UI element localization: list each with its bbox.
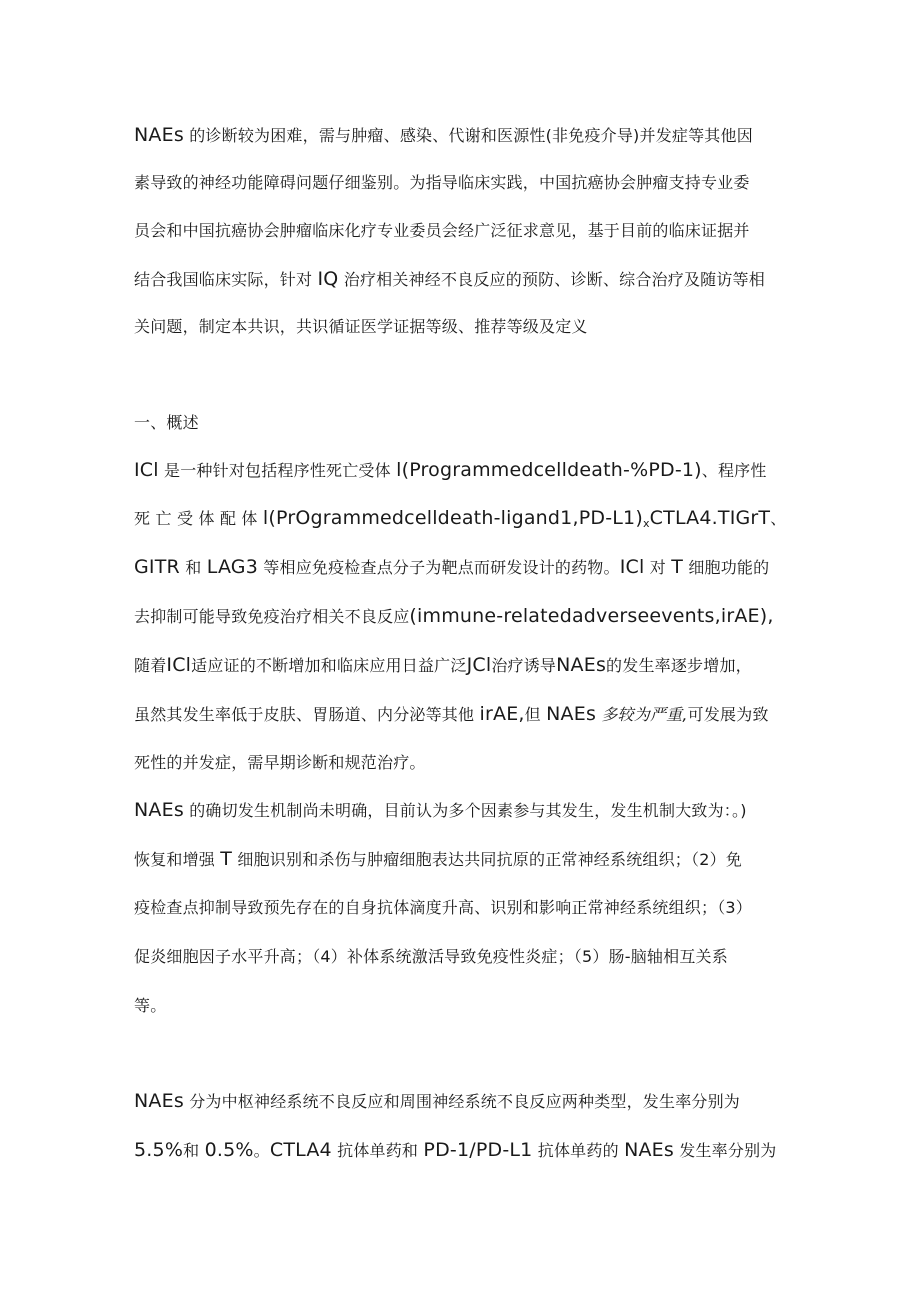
text-run: 疫检查点抑制导致预先存在的自身抗体滴度升高、识别和影响正常神经系统组织；（3） [134,898,752,917]
text-run: IQ [317,268,339,290]
text-run: 抗体单药和 [331,1141,424,1160]
text-run: l(PrOgrammedcelldeath-ligand1,PD-L1) [262,507,643,529]
text-run: 、程序性 [701,461,767,480]
text-run: ICl [166,654,192,676]
text-run: 关问题，制定本共识，共识循证医学证据等级、推荐等级及定义 [134,317,588,336]
paragraph-3-line-1 [134,799,747,822]
paragraph-2-line-2 [134,507,786,535]
paragraph-2-line-1 [134,459,767,482]
section-heading: 一、概述 [134,413,199,432]
text-run: 5.5% [134,1139,184,1161]
text-run: NAEs [134,1090,184,1112]
text-run: ICl [134,459,159,481]
paragraph-3-line-3 [134,897,752,919]
text-run: 可发展为致 [687,705,769,724]
text-run: 的诊断较为困难，需与肿瘤、感染、代谢和医源性(非免疫介导)并发症等其他因 [189,126,753,145]
text-run: 和 [183,1141,205,1160]
paragraph-1-line-5 [134,316,588,338]
text-run: JCl [466,654,492,676]
text-run: 细胞识别和杀伤与肿瘤细胞表达共同抗原的正常神经系统组织；（2）免 [232,850,742,869]
text-run: irAE, [479,703,525,725]
text-run: NAEs [546,703,597,725]
text-run: 结合我国临床实际，针对 [134,270,318,289]
paragraph-1-line-3 [134,220,750,242]
text-run: PD-1/PD-L1 [423,1139,533,1161]
text-run: 是一种针对包括程序性死亡受体 [158,461,397,480]
paragraph-4-line-2 [134,1139,776,1162]
text-run: 0.5% [204,1139,254,1161]
text-run: 死 亡 受 体 配 体 [134,509,263,528]
text-run: NAEs [134,124,184,146]
text-run: ICl [619,556,645,578]
paragraph-3-line-4 [134,946,728,968]
paragraph-2-line-7 [134,752,426,774]
text-run: 的确切发生机制尚未明确，目前认为多个因素参与其发生，发生机制大致为：。) [183,801,747,820]
text-run: 抗体单药的 [532,1141,625,1160]
text-run: NAEs [624,1139,674,1161]
paragraph-3-line-5 [134,995,166,1017]
text-run: 和 [179,558,207,577]
paragraph-2-line-6 [134,703,769,726]
text-run: 去抑制可能导致免疫治疗相关不良反应 [134,607,410,626]
text-run: 等相应免疫检查点分子为靶点而研发设计的药物。 [258,558,620,577]
paragraph-1-line-1 [134,124,753,147]
text-run: (immune-relatedadverseevents,irAE), [409,605,774,627]
paragraph-1-line-4 [134,268,765,291]
text-run: CTLA4 [269,1139,332,1161]
text-run: 、 [770,509,787,528]
text-run: 治疗相关神经不良反应的预防、诊断、综合治疗及随访等相 [338,270,765,289]
text-run: 促炎细胞因子水平升高；（4）补体系统激活导致免疫性炎症；（5）肠-脑轴相互关系 [134,947,728,966]
text-run: 随着 [134,656,167,675]
text-run: 死性的并发症，需早期诊断和规范治疗。 [134,753,426,772]
text-run: 但 [524,705,547,724]
text-run: 的发生率逐步增加， [606,656,752,675]
text-run: NAEs [134,799,184,821]
text-run: T [220,848,233,870]
text-run: GITR [134,556,180,578]
paragraph-3-line-2 [134,848,742,871]
text-run: 分为中枢神经系统不良反应和周围神经系统不良反应两种类型，发生率分别为 [183,1092,741,1111]
text-run: 素导致的神经功能障碍问题仔细鉴别。为指导临床实践，中国抗癌协会肿瘤支持专业委 [134,173,750,192]
paragraph-2-line-3 [134,556,769,579]
paragraph-2-line-5 [134,654,752,677]
text-run: 发生率分别为 [673,1141,777,1160]
text-run: 对 [644,558,672,577]
text-run: 细胞功能的 [683,558,770,577]
text-run: 等。 [134,996,167,1015]
text-run: 。 [253,1141,270,1160]
text-run: CTLA4.TIGrT [649,507,771,529]
text-run: l(Programmedcelldeath-%PD-1) [396,459,702,481]
text-run: x [642,517,650,530]
text-run: 适应证的不断增加和临床应用日益广泛 [191,656,467,675]
text-run: 多较为严重, [601,705,688,724]
text-run: LAG3 [206,556,259,578]
paragraph-1-line-2 [134,172,750,194]
text-run: NAEs [556,654,607,676]
text-run: 恢复和增强 [134,850,221,869]
text-run: 虽然其发生率低于皮肤、胃肠道、内分泌等其他 [134,705,480,724]
text-run: 治疗诱导 [491,656,557,675]
text-run: 员会和中国抗癌协会肿瘤临床化疗专业委员会经广泛征求意见，基于目前的临床证据并 [134,221,750,240]
paragraph-4-line-1 [134,1090,740,1113]
paragraph-2-line-4 [134,605,774,628]
text-run: T [671,556,684,578]
